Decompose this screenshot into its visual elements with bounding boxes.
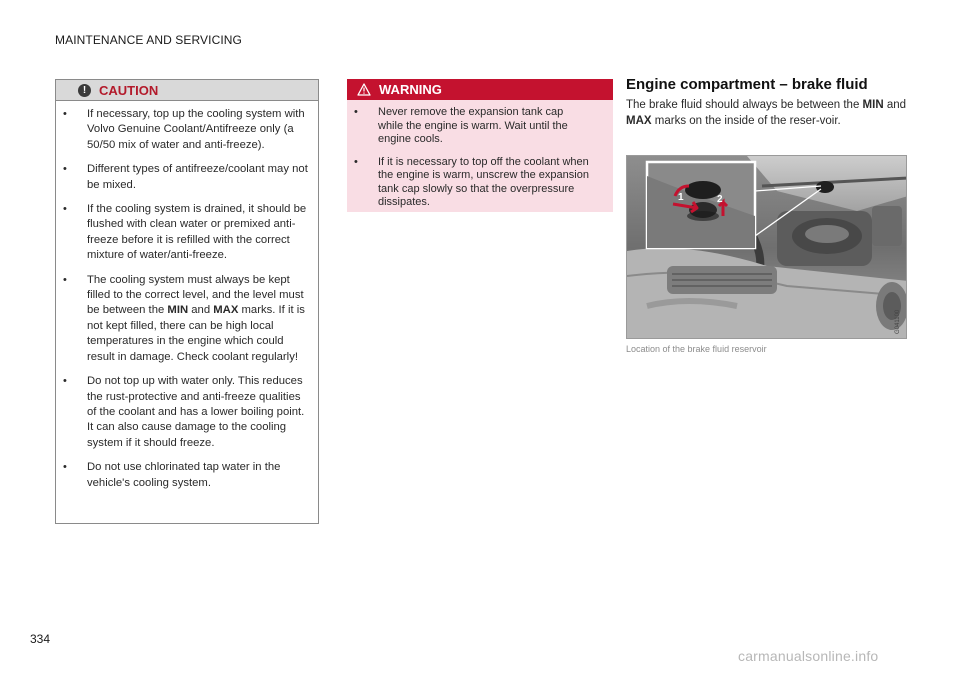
callout-1-label: 1 <box>678 192 684 203</box>
caution-title: CAUTION <box>99 82 159 98</box>
exclamation-circle-icon: ! <box>78 84 91 97</box>
warning-list <box>347 100 613 210</box>
warning-item: • Never remove the expansion tank cap while the engine is warm. Wait until the engine cools. <box>354 106 568 145</box>
caution-item: • Different types of antifreeze/coolant may not be mixed. <box>63 163 308 191</box>
warning-title: WARNING <box>379 82 442 97</box>
engine-illustration <box>627 156 907 339</box>
engine-figure <box>626 155 907 339</box>
warning-box <box>347 79 613 212</box>
warning-header <box>347 79 613 100</box>
caution-box <box>55 79 319 524</box>
caution-item: • If necessary, top up the cooling system with Volvo Genuine Coolant/Antifreeze only (a 50/50 mix of water and anti-freeze). <box>63 108 305 151</box>
callout-2-label: 2 <box>717 194 723 205</box>
running-head: MAINTENANCE AND SERVICING <box>55 33 242 47</box>
caution-item: • If the cooling system is drained, it should be flushed with clean water or premixed anti-freeze before it is refilled with the correct mixture of water/anti-freeze. <box>63 203 307 262</box>
page-number: 334 <box>30 632 51 646</box>
caution-header <box>56 80 318 101</box>
caution-list <box>56 101 318 491</box>
watermark: carmanualsonline.info <box>738 648 879 664</box>
caution-item: • The cooling system must always be kept filled to the correct level, and the level must be between the MIN and MAX marks. If it is not kept filled, there can be high local temperatures in the engine which could result in damage. Check coolant regularly! <box>63 273 305 363</box>
warning-triangle-icon <box>357 83 371 96</box>
section-body: The brake fluid should always be between the MIN and MAX marks on the inside of the reser-voir. <box>626 99 907 127</box>
figure-caption: Location of the brake fluid reservoir <box>626 344 767 354</box>
figure-code: G041100 <box>895 309 901 334</box>
caution-item: • Do not use chlorinated tap water in the vehicle's cooling system. <box>63 461 281 489</box>
section-title: Engine compartment – brake fluid <box>626 76 868 93</box>
caution-item: • Do not top up with water only. This reduces the rust-protective and anti-freeze qualities of the coolant and has a lower boiling point. It can also cause damage to the cooling system if it should freeze. <box>63 375 305 449</box>
warning-item: • If it is necessary to top off the coolant when the engine is warm, unscrew the expansion tank cap slowly so that the overpressure dissipates. <box>354 155 589 208</box>
